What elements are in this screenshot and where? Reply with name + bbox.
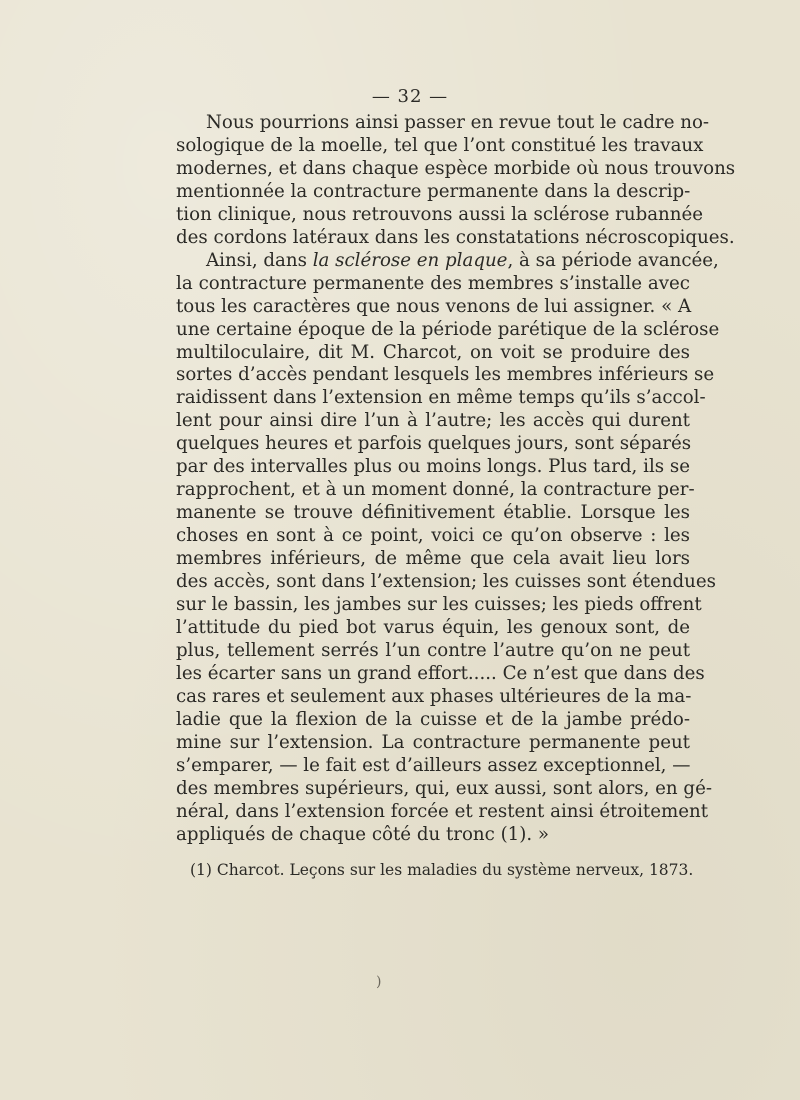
text-line: choses en sont à ce point, voici ce qu’on observe : les: [176, 525, 690, 547]
text-line: [176, 249, 719, 273]
text-line: membres inférieurs, de même que cela avait lieu lors: [176, 548, 690, 570]
text-line: l’attitude du pied bot varus équin, les genoux sont, de: [176, 616, 690, 638]
body-text: [176, 112, 736, 847]
text-line: néral, dans l’extension forcée et restent ainsi étroitement: [176, 800, 709, 822]
text-run: Ainsi, dans: [206, 249, 313, 271]
paragraph-2: [176, 249, 720, 847]
text-line: des membres supérieurs, qui, eux aussi, sont alors, en gé-: [176, 777, 712, 799]
text-line: des accès, sont dans l’extension; les cuisses sont étendues: [176, 571, 716, 593]
text-line: Nous pourrions ainsi passer en revue tout le cadre no-: [206, 112, 710, 133]
text-line: plus, tellement serrés l’un contre l’autre qu’on ne peut: [176, 639, 690, 661]
text-line: quelques heures et parfois quelques jours, sont séparés: [176, 433, 692, 455]
text-line: modernes, et dans chaque espèce morbide où nous trouvons: [176, 157, 736, 179]
text-line: les écarter sans un grand effort..... Ce n’est que dans des: [176, 662, 705, 684]
text-line: sortes d’accès pendant lesquels les membres inférieurs se: [176, 364, 715, 386]
text-line: manente se trouve définitivement établie. Lorsque les: [176, 502, 690, 524]
italic-title: la sclérose en plaque: [312, 249, 508, 271]
text-line: ladie que la flexion de la cuisse et de la jambe prédo-: [176, 708, 690, 730]
text-line: cas rares et seulement aux phases ultérieures de la ma-: [176, 685, 692, 707]
text-line: mine sur l’extension. La contracture permanente peut: [176, 731, 690, 753]
text-line: s’emparer, — le fait est d’ailleurs assez exceptionnel, —: [176, 754, 691, 776]
text-line: lent pour ainsi dire l’un à l’autre; les accès qui durent: [176, 410, 690, 432]
text-line: tion clinique, nous retrouvons aussi la sclérose rubannée: [176, 203, 704, 225]
text-line: multiloculaire, dit M. Charcot, on voit se produire des: [176, 341, 690, 363]
text-line: par des intervalles plus ou moins longs. Plus tard, ils se: [176, 456, 690, 478]
page-number: — 32 —: [371, 86, 449, 107]
text-line: appliqués de chaque côté du tronc (1). »: [176, 823, 550, 845]
text-line: mentionnée la contracture permanente dans la descrip-: [176, 180, 691, 202]
text-line: rapprochent, et à un moment donné, la contracture per-: [176, 479, 695, 501]
text-line: sologique de la moelle, tel que l’ont constitué les travaux: [176, 134, 704, 156]
text-run: , à sa période avancée,: [507, 249, 719, 271]
text-line: tous les caractères que nous venons de lui assigner. « A: [176, 295, 692, 317]
footnote: (1) Charcot. Leçons sur les maladies du système nerveux, 1873.: [190, 861, 694, 879]
text-line: une certaine époque de la période parétique de la sclérose: [176, 318, 720, 340]
text-line: la contracture permanente des membres s’installe avec: [176, 272, 690, 294]
text-line: sur le bassin, les jambes sur les cuisses; les pieds offrent: [176, 594, 702, 616]
stray-mark: ): [376, 974, 382, 990]
paragraph-1: [176, 112, 736, 250]
text-line: des cordons latéraux dans les constatations nécroscopiques.: [176, 226, 735, 248]
text-line: raidissent dans l’extension en même temps qu’ils s’accol-: [176, 387, 706, 409]
